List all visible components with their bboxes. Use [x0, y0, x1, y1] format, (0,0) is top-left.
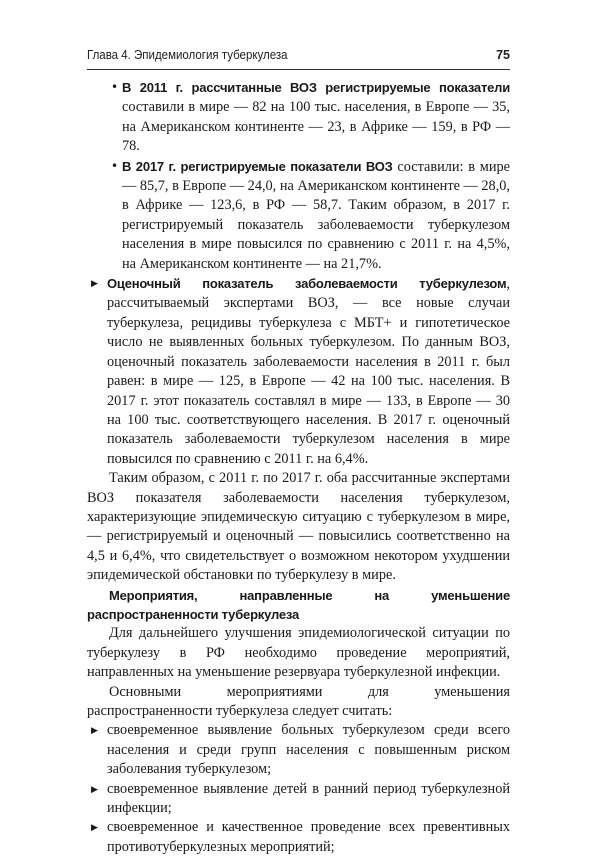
- chapter-title: Глава 4. Эпидемиология туберкулеза: [87, 48, 288, 62]
- item-bold-lead: В 2017 г. регистрируемые показатели ВОЗ: [122, 158, 393, 174]
- arrow-bullet-icon: ▶: [91, 784, 98, 795]
- arrow-bullet-icon: ▶: [91, 823, 98, 834]
- list-item-estimated: [87, 274, 510, 469]
- arrow-bullet-icon: ▶: [91, 279, 98, 290]
- measure-item: [87, 721, 510, 779]
- item-text: своевременное выявление больных туберкулезом среди всего населения и среди групп населения с повышенным риском заболевания туберкулезом;: [107, 722, 510, 778]
- measures-intro-paragraph: Основными мероприятиями для уменьшения распространенности туберкулеза следует считать:: [87, 683, 510, 719]
- item-text: , рассчитываемый экспертами ВОЗ, — все новые случаи туберкулеза, рецидивы туберкулеза с МБТ+ и гипотетическое число не выявленных больных туберкулезом. По данным ВОЗ, оценочный показатель заболеваемости населения в 2011 г. был равен: в мире — 125, в Европе — 42 на 100 тыс. населения. В 2017 г. этот показатель составлял в мире — 133, в Европе — 30 на 100 тыс. соответствующего населения. В 2017 г. оценочный показатель заболеваемости туберкулезом населения в мире повысился по сравнению с 2011 г. на 6,4%.: [107, 276, 510, 467]
- list-item-2017: [87, 157, 510, 274]
- page-body: [87, 78, 510, 857]
- item-text: составили: в мире — 85,7, в Европе — 24,0, на Американском континенте — 28,0, в Африке — 123,6, в РФ — 58,7. Таким образом, в 2017 г. регистрируемый показатель заболеваемости туберкулезом населения в мире повысился по сравнению с 2011 г. на 4,5%, на Американском континенте — на 21,7%.: [122, 158, 510, 272]
- list-item-2011: [87, 78, 510, 157]
- running-header: [87, 48, 510, 66]
- item-bold-lead: В 2011 г. рассчитанные ВОЗ регистрируемые показатели: [122, 80, 510, 95]
- bullet-dot-icon: •: [111, 80, 119, 94]
- item-text: составили в мире — 82 на 100 тыс. населения, в Европе — 35, на Американском континенте — 23, в Африке — 159, в РФ — 78.: [122, 99, 510, 155]
- bullet-dot-icon: •: [111, 158, 119, 173]
- header-divider: [87, 69, 510, 70]
- section-heading: Мероприятия, направленные на уменьшение распространенности туберкулеза: [87, 587, 510, 622]
- measure-item: [87, 780, 510, 819]
- arrow-bullet-icon: ▶: [91, 726, 98, 737]
- item-bold-lead: Оценочный показатель заболеваемости туберкулезом: [107, 276, 507, 292]
- improvement-paragraph: Для дальнейшего улучшения эпидемиологической ситуации по туберкулезу в РФ необходимо проведение мероприятий, направленных на уменьшение резервуара туберкулезной инфекции.: [87, 625, 510, 681]
- summary-paragraph: Таким образом, с 2011 г. по 2017 г. оба рассчитанные экспертами ВОЗ показателя заболеваемости населения туберкулезом, характеризующие эпидемическую ситуацию с туберкулезом в мире, — регистрируемый и оценочный — повысились соответственно на 4,5 и 6,4%, что свидетельствует о возможном некотором ухудшении эпидемической обстановки по туберкулезу в мире.: [87, 470, 510, 584]
- item-text: своевременное выявление детей в ранний период туберкулезной инфекции;: [107, 780, 510, 817]
- measure-item: [87, 818, 510, 857]
- page-number: 75: [496, 48, 510, 62]
- item-text: своевременное и качественное проведение всех превентивных противотуберкулезных мероприятий;: [107, 819, 510, 855]
